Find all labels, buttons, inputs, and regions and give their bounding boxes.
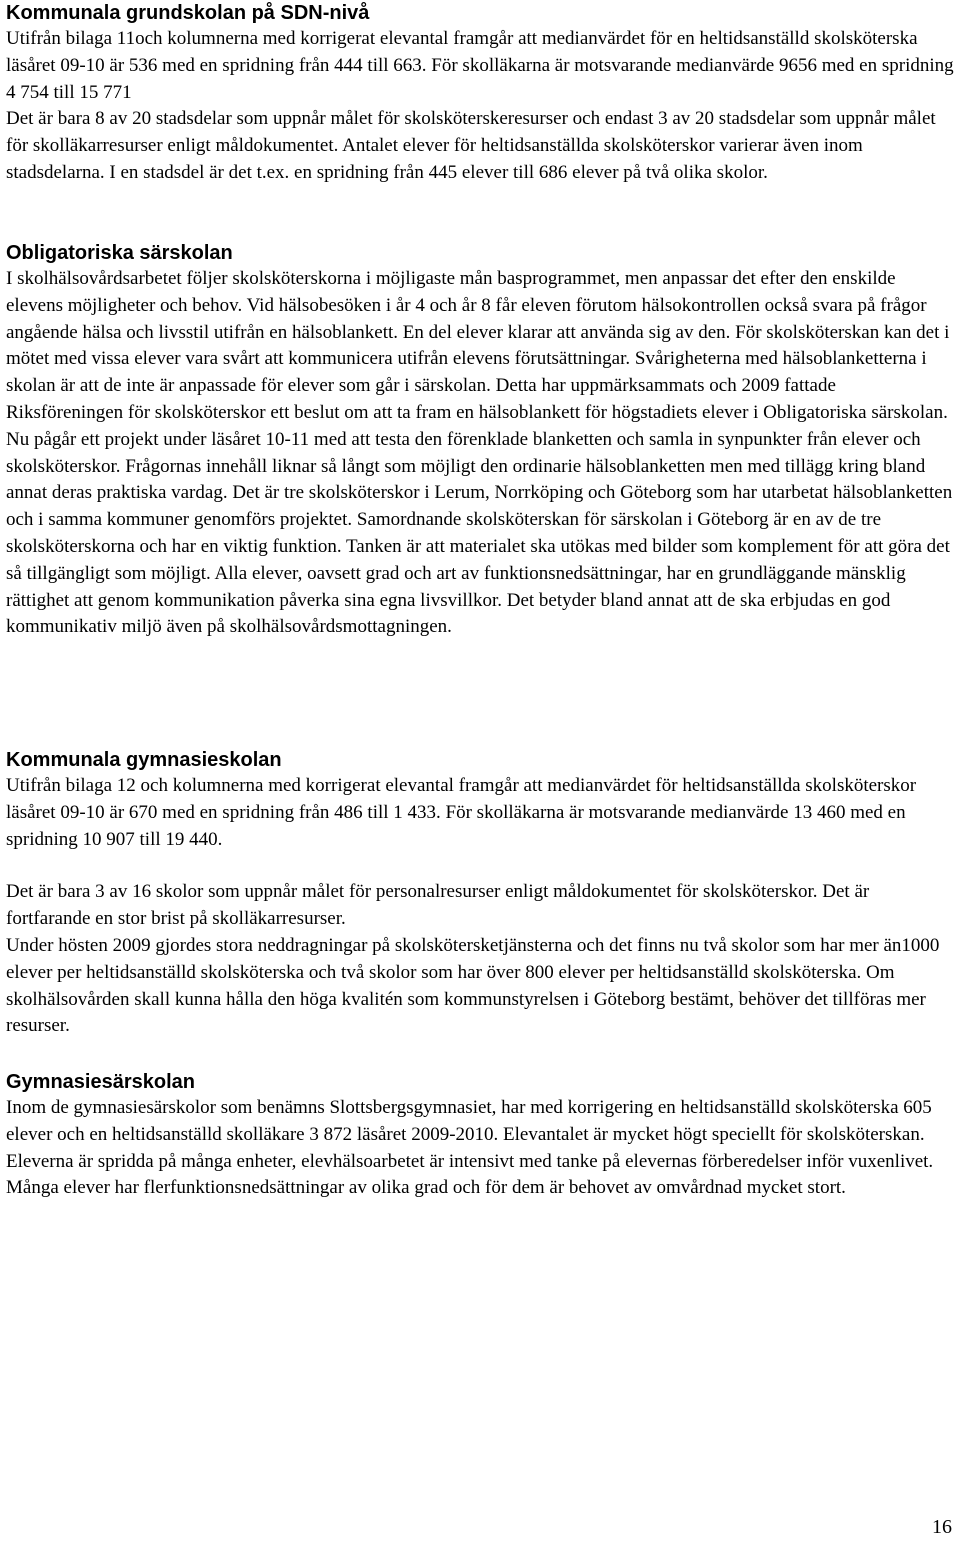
section-obligatoriska-sarskolan xyxy=(6,240,954,641)
section-gymnasiesarskolan xyxy=(6,1069,954,1202)
paragraph: Under hösten 2009 gjordes stora neddragningar på skolskötersketjänsterna och det finns nu två skolor som har mer än1000 elever per heltidsanställd skolsköterska och två skolor som har över 800 elever per heltidsanställd skolsköterska. Om skolhälsovården skall kunna hålla den höga kvalitén som kommunstyrelsen i Göteborg bestämt, behöver det tillföras mer resurser. xyxy=(6,934,940,1037)
paragraph: Inom de gymnasiesärskolor som benämns Slottsbergsgymnasiet, har med korrigering en heltidsanställd skolsköterska 605 elever och en heltidsanställd skolläkare 3 872 läsåret 2009-2010. Elevantalet är mycket högt speciellt för skolsköterskan. Eleverna är spridda på många enheter, elevhälsoarbetet är intensivt med tanke på elevernas förberedelser inför vuxenlivet. Många elever har flerfunktionsnedsättningar av olika grad och för dem är behovet av omvårdnad mycket stort. xyxy=(6,1097,934,1199)
paragraph-spacer xyxy=(6,853,954,879)
section-grundskolan xyxy=(6,0,954,187)
section-heading: Obligatoriska särskolan xyxy=(6,242,233,264)
paragraph: Utifrån bilaga 12 och kolumnerna med korrigerat elevantal framgår att medianvärdet för heltidsanställda skolsköterskor läsåret 09-10 är 670 med en spridning från 486 till 1 433. För skolläkarna är motsvarande medianvärde 13 460 med en spridning 10 907 till 19 440. xyxy=(6,775,917,850)
section-heading: Kommunala grundskolan på SDN-nivå xyxy=(6,2,370,24)
paragraph: Det är bara 8 av 20 stadsdelar som uppnår målet för skolsköterskeresurser och endast 3 av 20 stadsdelar som uppnår målet för skolläkarresurser enligt måldokumentet. Antalet elever för heltidsanställda skolsköterskor varierar även inom stadsdelarna. I en stadsdel är det t.ex. en spridning från 445 elever till 686 elever på två olika skolor. xyxy=(6,108,936,183)
paragraph: Utifrån bilaga 11och kolumnerna med korrigerat elevantal framgår att medianvärdet för en heltidsanställd skolsköterska läsåret 09-10 är 536 med en spridning från 444 till 663. För skolläkarna är motsvarande medianvärde 9656 med en spridning 4 754 till 15 771 xyxy=(6,28,954,103)
section-heading: Kommunala gymnasieskolan xyxy=(6,749,282,771)
paragraph: I skolhälsovårdsarbetet följer skolsköterskorna i möjligaste mån basprogrammet, men anpassar det efter den enskilde elevens möjligheter och behov. Vid hälsobesöken i år 4 och år 8 får eleven förutom hälsokontrollen också svara på frågor angående hälsa och livsstil utifrån en hälsoblankett. En del elever klarar att använda sig av den. För skolsköterskan kan det i mötet med vissa elever vara svårt att kommunicera utifrån elevens förutsättningar. Svårigheterna med hälsoblanketterna i skolan är att de inte är anpassade för elever som går i särskolan. Detta har uppmärksammats och 2009 fattade Riksföreningen för skolsköterskor ett beslut om att ta fram en hälsoblankett för högstadiets elever i Obligatoriska särskolan. Nu pågår ett projekt under läsåret 10-11 med att testa den förenklade blanketten och samla in synpunkter från elever och skolsköterskor. Frågornas innehåll liknar så långt som möjligt den ordinarie hälsoblanketten men med tillägg kring bland annat deras praktiska vardag. Det är tre skolsköterskor i Lerum, Norrköping och Göteborg som har utarbetat hälsoblanketten och i samma kommuner genomförs projektet. Samordnande skolsköterskan för särskolan i Göteborg är en av de tre skolsköterskorna och har en viktig funktion. Tanken är att materialet ska utökas med bilder som komplement för att göra det så tillgängligt som möjligt. Alla elever, oavsett grad och art av funktionsnedsättningar, har en grundläggande mänsklig rättighet att genom kommunikation påverka sina egna livsvillkor. Det betyder bland annat att de ska erbjudas en god kommunikativ miljö även på skolhälsovårdsmottagningen. xyxy=(6,268,953,638)
page-number: 16 xyxy=(932,1516,952,1538)
paragraph: Det är bara 3 av 16 skolor som uppnår målet för personalresurser enligt måldokumentet för skolsköterskor. Det är fortfarande en stor brist på skolläkarresurser. xyxy=(6,881,870,930)
section-gymnasieskolan xyxy=(6,747,954,1040)
section-heading: Gymnasiesärskolan xyxy=(6,1071,195,1093)
